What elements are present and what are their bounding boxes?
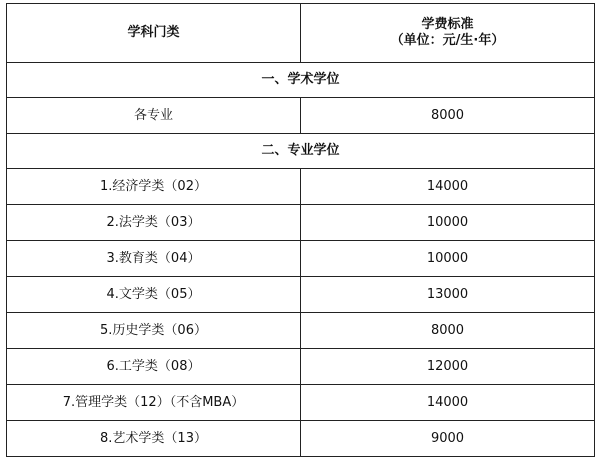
category-cell: 5.历史学类（06） xyxy=(7,313,301,349)
table-row xyxy=(7,385,595,421)
section-row-academic xyxy=(7,63,595,98)
fee-cell: 13000 xyxy=(301,277,595,313)
category-cell: 8.艺术学类（13） xyxy=(7,421,301,457)
fee-cell: 9000 xyxy=(301,421,595,457)
table-row xyxy=(7,349,595,385)
fee-cell: 10000 xyxy=(301,241,595,277)
header-fee xyxy=(301,4,595,63)
fee-cell: 8000 xyxy=(301,98,595,134)
category-cell: 4.文学类（05） xyxy=(7,277,301,313)
category-cell: 1.经济学类（02） xyxy=(7,169,301,205)
category-cell: 2.法学类（03） xyxy=(7,205,301,241)
fee-cell: 10000 xyxy=(301,205,595,241)
fee-cell: 14000 xyxy=(301,385,595,421)
table-row xyxy=(7,313,595,349)
table-row xyxy=(7,421,595,457)
tuition-table xyxy=(6,3,595,457)
fee-cell: 8000 xyxy=(301,313,595,349)
table-row xyxy=(7,169,595,205)
fee-cell: 12000 xyxy=(301,349,595,385)
header-fee-unit: （单位：元/生·年） xyxy=(390,33,505,48)
section-title: 二、专业学位 xyxy=(7,134,595,169)
table-row xyxy=(7,277,595,313)
header-fee-title: 学费标准 xyxy=(421,17,474,32)
category-cell: 7.管理学类（12）（不含MBA） xyxy=(7,385,301,421)
table-row xyxy=(7,205,595,241)
header-category: 学科门类 xyxy=(7,4,301,63)
category-cell: 3.教育类（04） xyxy=(7,241,301,277)
table-row xyxy=(7,241,595,277)
table-header-row xyxy=(7,4,595,63)
table-row xyxy=(7,98,595,134)
category-cell: 各专业 xyxy=(7,98,301,134)
category-cell: 6.工学类（08） xyxy=(7,349,301,385)
fee-cell: 14000 xyxy=(301,169,595,205)
section-row-professional xyxy=(7,134,595,169)
section-title: 一、学术学位 xyxy=(7,63,595,98)
